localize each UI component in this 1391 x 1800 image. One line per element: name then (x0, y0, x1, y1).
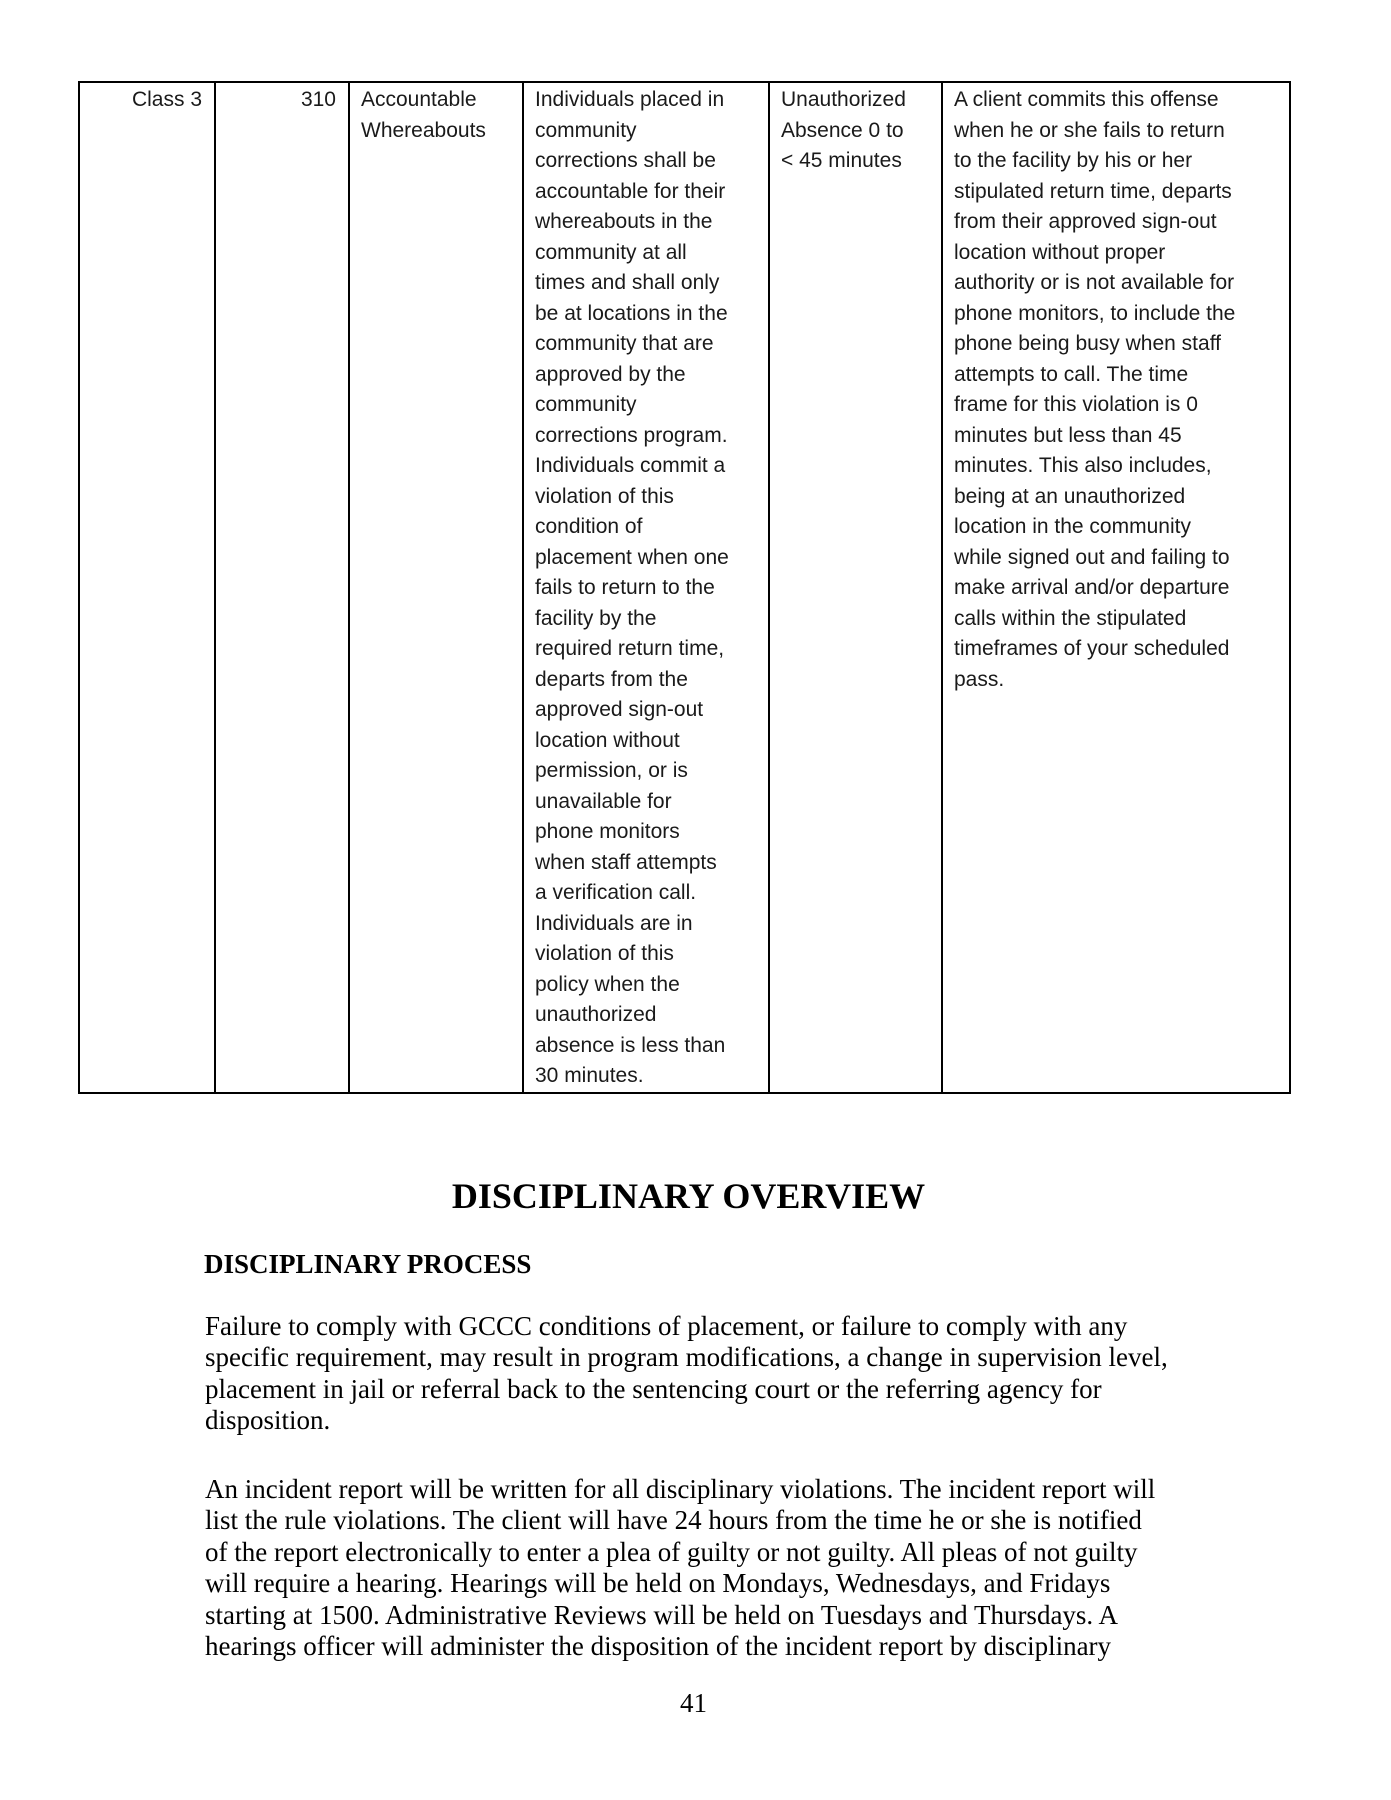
definition-line: phone monitors, to include the (954, 301, 1236, 325)
violation-name-line: Accountable (361, 88, 477, 111)
definition-cell (942, 82, 1290, 1093)
sanction-line: < 45 minutes (781, 149, 902, 172)
description-line: absence is less than (535, 1033, 726, 1057)
paragraph-line: An incident report will be written for all disciplinary violations. The incident report will (205, 1474, 1156, 1504)
definition-line: authority or is not available for (954, 271, 1235, 294)
description-line: community at all (535, 240, 687, 264)
description-line: policy when the (535, 972, 680, 996)
rule-violation-table (78, 81, 1291, 1094)
definition-line: minutes. This also includes, (954, 454, 1212, 477)
description-line: fails to return to the (535, 576, 715, 599)
description-line: phone monitors (535, 820, 680, 843)
paragraph-line: Failure to comply with GCCC conditions of placement, or failure to comply with any (205, 1311, 1128, 1341)
description-line: violation of this (535, 484, 674, 508)
definition-line: attempts to call. The time (954, 362, 1189, 386)
description-line: approved by the (535, 362, 686, 386)
paragraph-line: starting at 1500. Administrative Reviews will be held on Tuesdays and Thursdays. A (205, 1599, 1118, 1630)
description-line: facility by the (535, 606, 657, 630)
description-line: 30 minutes. (535, 1064, 644, 1087)
definition-line: stipulated return time, departs (954, 179, 1232, 203)
class-value: Class 3 (131, 88, 202, 111)
section-title: DISCIPLINARY OVERVIEW (451, 1176, 926, 1216)
definition-line: frame for this violation is 0 (954, 393, 1198, 416)
table-row (79, 82, 1290, 1093)
description-line: unauthorized (535, 1003, 657, 1026)
paragraph-line: of the report electronically to enter a plea of guilty or not guilty. All pleas of not guilty (205, 1536, 1138, 1567)
definition-line: phone being busy when staff (954, 332, 1221, 355)
description-line: condition of (535, 515, 643, 538)
description-line: whereabouts in the (535, 210, 713, 233)
definition-line: A client commits this offense (954, 88, 1219, 111)
definition-line: make arrival and/or departure (954, 576, 1230, 599)
definition-line: being at an unauthorized (954, 484, 1186, 508)
description-line: be at locations in the (535, 301, 728, 325)
paragraph-line: specific requirement, may result in program modifications, a change in supervision level, (205, 1342, 1168, 1373)
code-value: 310 (300, 88, 336, 111)
description-line: community (535, 393, 637, 416)
definition-line: calls within the stipulated (954, 606, 1187, 630)
description-line: Individuals placed in (535, 88, 725, 111)
definition-line: while signed out and failing to (954, 545, 1230, 569)
paragraph-noncompliance (205, 1311, 1205, 1437)
description-line: placement when one (535, 545, 729, 569)
description-line: community (535, 118, 637, 142)
description-line: when staff attempts (535, 850, 717, 874)
description-line: accountable for their (535, 179, 726, 203)
definition-line: minutes but less than 45 (954, 423, 1182, 447)
description-line: corrections program. (535, 423, 728, 447)
paragraph-line: will require a hearing. Hearings will be held on Mondays, Wednesdays, and Fridays (205, 1568, 1111, 1599)
description-line: community that are (535, 332, 714, 355)
description-line: corrections shall be (535, 149, 716, 172)
sanction-cell (769, 82, 942, 1093)
class-cell (79, 82, 215, 1093)
description-line: departs from the (535, 667, 688, 691)
paragraph-line: disposition. (205, 1405, 331, 1436)
paragraph-line: hearings officer will administer the disposition of the incident report by disciplinary (205, 1631, 1112, 1662)
definition-line: from their approved sign-out (954, 210, 1217, 233)
description-line: permission, or is (535, 759, 688, 782)
paragraph-incident-report (205, 1474, 1205, 1662)
definition-line: to the facility by his or her (954, 149, 1193, 172)
description-line: unavailable for (535, 789, 672, 813)
page-number: 41 (680, 1688, 707, 1718)
definition-line: location in the community (954, 515, 1191, 538)
description-line: a verification call. (535, 881, 697, 904)
definition-line: pass. (954, 667, 1005, 691)
description-line: violation of this (535, 942, 674, 965)
description-line: times and shall only (535, 271, 720, 294)
description-line: approved sign-out (535, 698, 704, 721)
definition-line: when he or she fails to return (954, 118, 1225, 142)
definition-line: timeframes of your scheduled (954, 637, 1230, 660)
description-line: location without (535, 728, 680, 752)
description-line: required return time, (535, 637, 725, 660)
code-cell (215, 82, 349, 1093)
sanction-line: Absence 0 to (781, 118, 904, 142)
description-cell (523, 82, 769, 1093)
sanction-line: Unauthorized (781, 88, 906, 111)
violation-name-line: Whereabouts (361, 118, 486, 142)
paragraph-line: list the rule violations. The client will have 24 hours from the time he or she is notified (205, 1505, 1142, 1536)
description-line: Individuals are in (535, 911, 693, 935)
violation-name-cell (349, 82, 523, 1093)
paragraph-line: placement in jail or referral back to the sentencing court or the referring agency for (205, 1373, 1102, 1404)
definition-line: location without proper (954, 240, 1166, 264)
description-line: Individuals commit a (535, 454, 726, 477)
section-subtitle: DISCIPLINARY PROCESS (204, 1249, 532, 1279)
